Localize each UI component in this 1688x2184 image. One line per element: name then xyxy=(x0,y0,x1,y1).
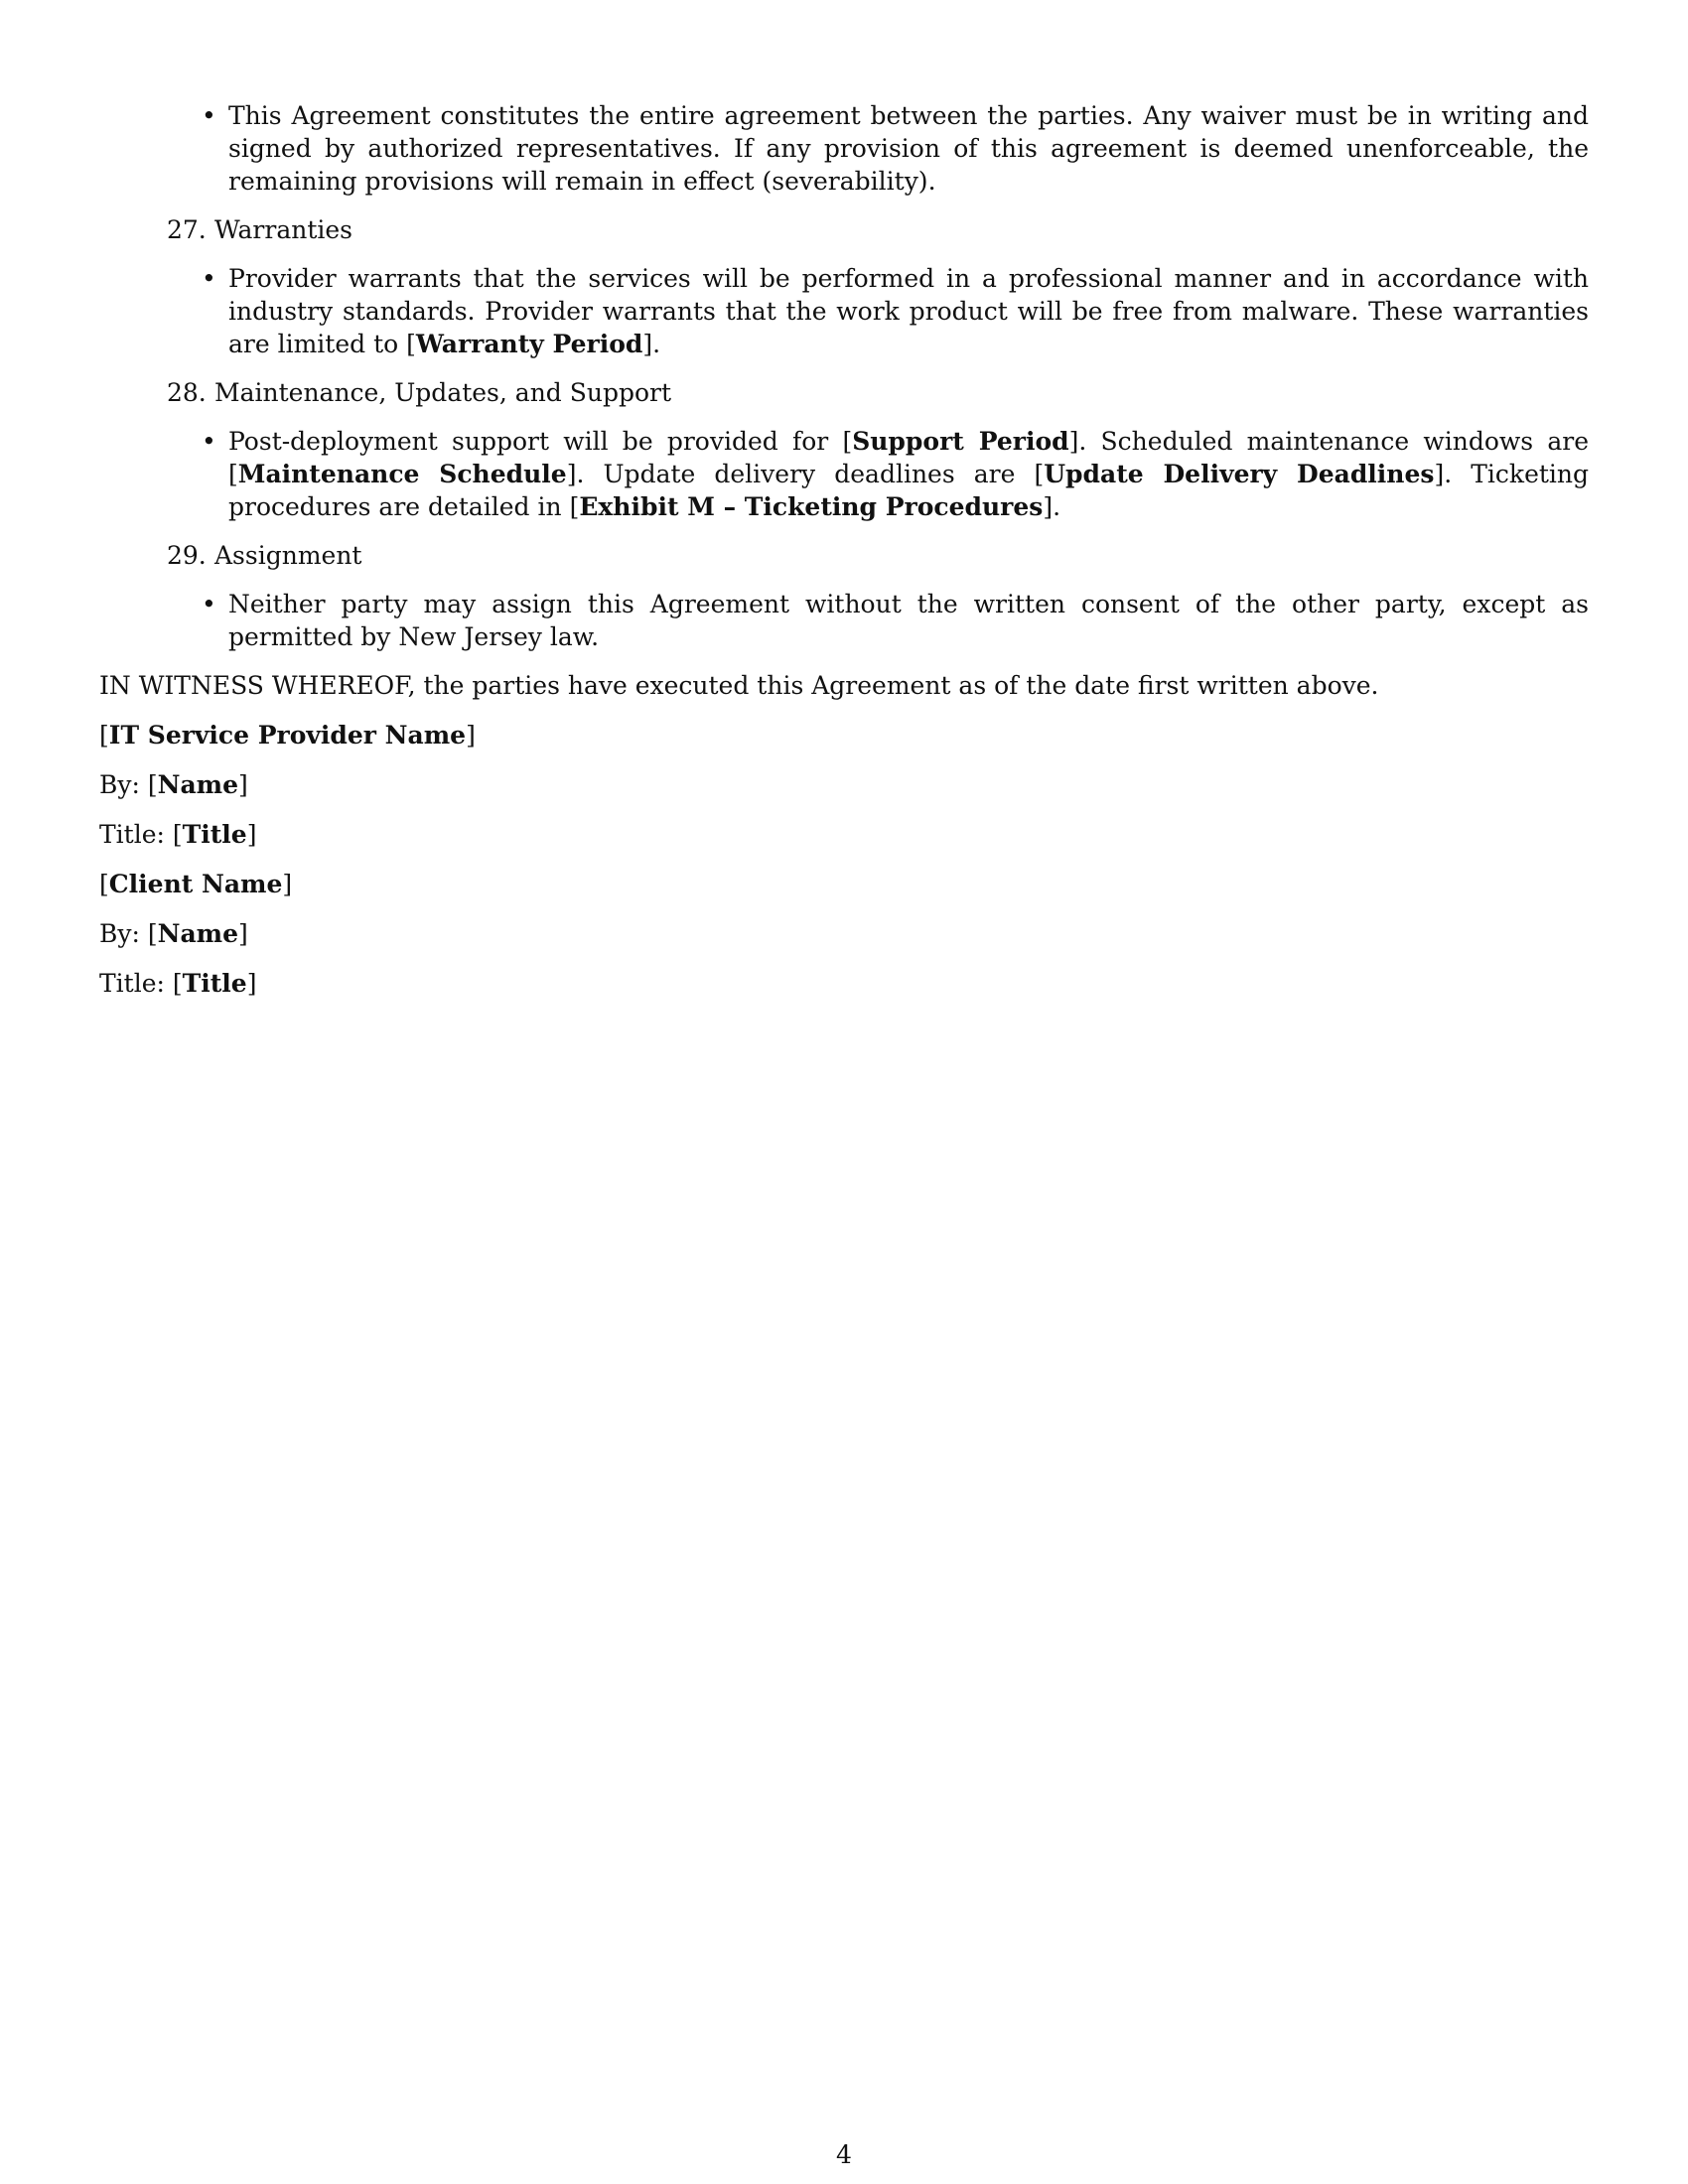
clause-number: 27. xyxy=(167,215,207,244)
clause-number: 29. xyxy=(167,541,207,570)
provider-title-line: Title: [Title] xyxy=(99,820,257,849)
clause-28-heading xyxy=(167,376,1589,409)
client-name-line: [Client Name] xyxy=(99,870,293,898)
clause-27-heading xyxy=(167,213,1589,246)
clause-28-text-4: . Ticketing procedures are detailed in xyxy=(228,460,1590,521)
clause-29-text: Neither party may assign this Agreement without the written consent of the other party, except as permitted by New Jersey law. xyxy=(228,590,1589,651)
clause-29-heading xyxy=(167,539,1589,572)
clause-title: Assignment xyxy=(214,541,362,570)
clause-29-bullet xyxy=(202,588,1589,653)
clause-28-bullet: • Post-deployment support will be provided for [Support Period]. Scheduled maintenance windows are [Maintenance Schedule]. Update delivery deadlines are [Update Delivery Deadlines]. Ticketing procedures are detailed in [Exhibit M – Ticketing Procedures]. xyxy=(202,427,1590,521)
bullet-glyph: • xyxy=(202,427,216,456)
placeholder-support-period: Support Period xyxy=(852,427,1069,456)
provider-title-placeholder: Title xyxy=(182,820,247,849)
provider-name-line: [IT Service Provider Name] xyxy=(99,721,476,750)
clause-27-bullet: • Provider warrants that the services will be performed in a professional manner and in accordance with industry standards. Provider warrants that the work product will be free from malware. These warranties are limited to [Warranty Period]. xyxy=(202,264,1589,358)
placeholder-update-delivery-deadlines: Update Delivery Deadlines xyxy=(1044,460,1435,488)
clause-28-text-3: . Update delivery deadlines are xyxy=(576,460,1035,488)
client-title-line: Title: [Title] xyxy=(99,969,257,998)
provider-by-line: By: [Name] xyxy=(99,770,248,799)
placeholder-exhibit-m: Exhibit M – Ticketing Procedures xyxy=(579,492,1044,521)
clause-26-bullet-text: This Agreement constitutes the entire agreement between the parties. Any waiver must be in writing and signed by authorized representatives. If any provision of this agreement is deemed unenforceable, the remaining provisions will remain in effect (severability). xyxy=(228,101,1589,196)
title-label: Title: xyxy=(99,969,165,998)
bullet-glyph: • xyxy=(202,590,216,618)
bullet-glyph: • xyxy=(202,264,216,293)
client-name-placeholder: Client Name xyxy=(108,870,283,898)
bullet-glyph: • xyxy=(202,101,216,130)
clause-28-text-5: . xyxy=(1053,492,1061,521)
document-body xyxy=(99,99,1589,1000)
clause-title: Maintenance, Updates, and Support xyxy=(214,378,672,407)
placeholder-maintenance-schedule: Maintenance Schedule xyxy=(237,460,567,488)
clause-28-text-2: . Scheduled maintenance windows are xyxy=(1078,427,1589,456)
title-label: Title: xyxy=(99,820,165,849)
witness-statement: IN WITNESS WHEREOF, the parties have executed this Agreement as of the date first written above. xyxy=(99,671,1379,700)
clause-26-bullet xyxy=(202,99,1589,198)
clause-27-text-2: . xyxy=(652,330,661,358)
clause-27-text-1: Provider warrants that the services will be performed in a professional manner and in accordance with industry standards. Provider warrants that the work product will be free from malware. These warranties are limited to xyxy=(228,264,1589,358)
provider-by-placeholder: Name xyxy=(157,770,239,799)
page-number: 4 xyxy=(836,2140,852,2169)
client-by-placeholder: Name xyxy=(157,919,239,948)
provider-name-placeholder: IT Service Provider Name xyxy=(108,721,467,750)
clause-title: Warranties xyxy=(214,215,353,244)
clause-number: 28. xyxy=(167,378,207,407)
placeholder-warranty-period: Warranty Period xyxy=(415,330,643,358)
by-label: By: xyxy=(99,770,140,799)
client-title-placeholder: Title xyxy=(182,969,247,998)
client-by-line: By: [Name] xyxy=(99,919,248,948)
clause-28-text-1: Post-deployment support will be provided for xyxy=(228,427,843,456)
by-label: By: xyxy=(99,919,140,948)
